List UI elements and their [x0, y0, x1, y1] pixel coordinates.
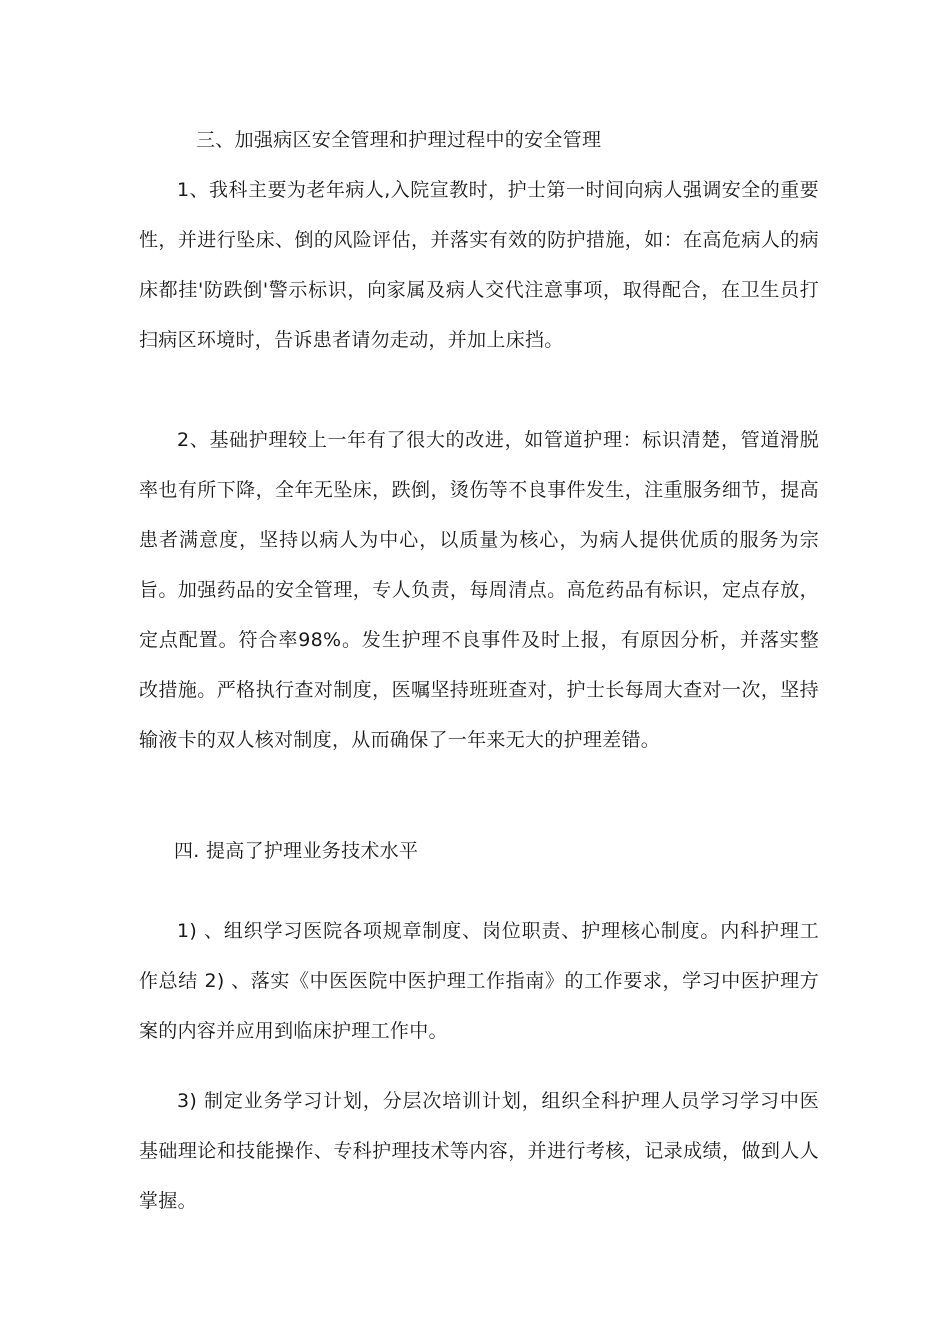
section-4-heading: 四. 提高了护理业务技术水平	[174, 840, 419, 862]
section-3-paragraph-2: 2、基础护理较上一年有了很大的改进，如管道护理：标识清楚，管道滑脱率也有所下降，全年无坠床，跌倒，烫伤等不良事件发生，注重服务细节，提高患者满意度，坚持以病人为中心，以质量为核心，为病人提供优质的服务为宗旨。加强药品的安全管理，专人负责，每周清点。高危药品有标识，定点存放，定点配置。符合率98%。发生护理不良事件及时上报，有原因分析，并落实整改措施。严格执行查对制度，医嘱坚持班班查对，护士长每周大查对一次，坚持输液卡的双人核对制度，从而确保了一年来无大的护理差错。	[139, 429, 819, 751]
section-4-paragraph-3: 3) 制定业务学习计划，分层次培训计划，组织全科护理人员学习学习中医基础理论和技能操作、专科护理技术等内容，并进行考核，记录成绩，做到人人掌握。	[139, 1090, 819, 1212]
section-3-paragraph-1: 1、我科主要为老年病人,入院宣教时，护士第一时间向病人强调安全的重要性，并进行坠床、倒的风险评估，并落实有效的防护措施，如：在高危病人的病床都挂'防跌倒'警示标识，向家属及病人交代注意事项，取得配合，在卫生员打扫病区环境时，告诉患者请勿走动，并加上床挡。	[139, 179, 819, 351]
section-4-paragraph-1: 1) 、组织学习医院各项规章制度、岗位职责、护理核心制度。内科护理工作总结 2) 、落实《中医医院中医护理工作指南》的工作要求，学习中医护理方案的内容并应用到临床护理工作中。	[139, 920, 819, 1042]
section-3-heading: 三、加强病区安全管理和护理过程中的安全管理	[196, 129, 602, 151]
